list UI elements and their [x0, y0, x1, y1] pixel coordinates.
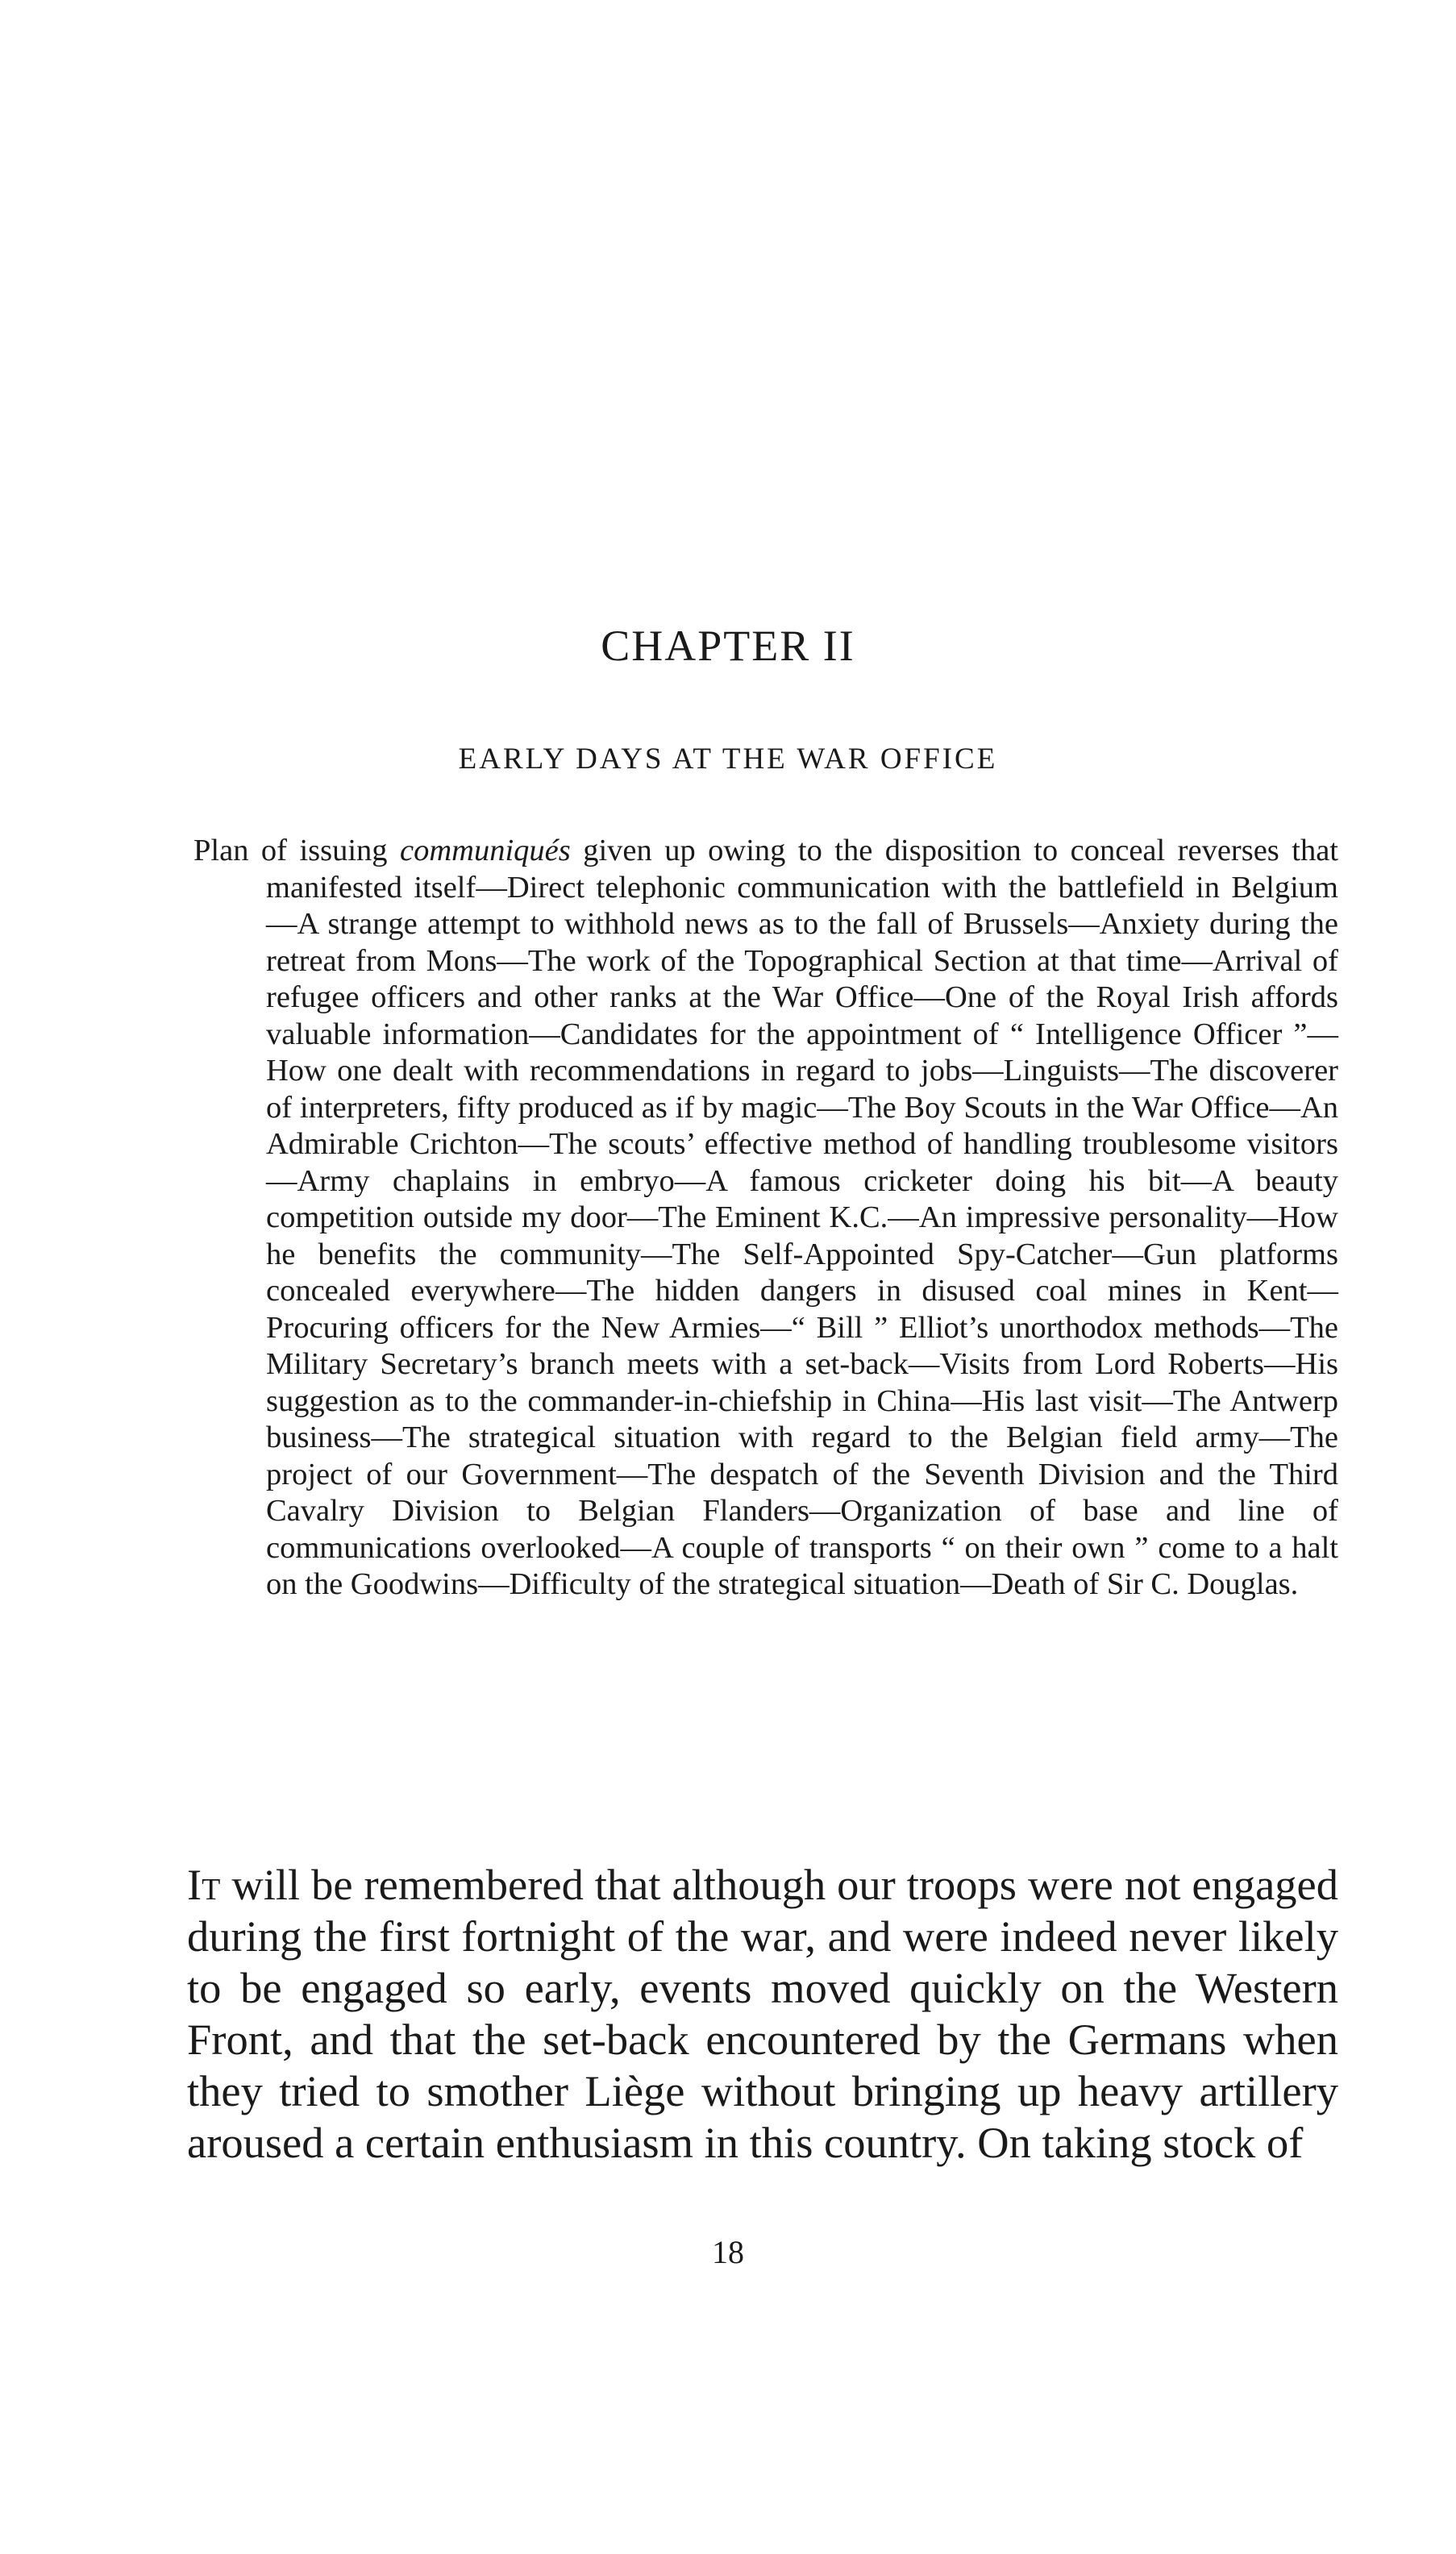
body-paragraph-text: will be remembered that although our troops were not engaged during the first fortnight of the war, and were indeed never likely to be engaged so early, events moved quickly on the Western Front, and that the set-back encountered by the Germans when they tried to smother Liège without bringing up heavy artillery aroused a certain enthusiasm in this country. On taking stock of [187, 1860, 1338, 2167]
synopsis-lead: Plan of issuing [193, 834, 401, 867]
chapter-title: EARLY DAYS AT THE WAR OFFICE [458, 742, 998, 776]
page-number: 18 [712, 2234, 744, 2270]
synopsis-italic-term: communiqués [400, 834, 571, 867]
chapter-synopsis [193, 833, 1338, 1604]
body-first-word: It [187, 1860, 221, 1909]
synopsis-rest: given up owing to the disposition to conceal reverses that manifested itself—Direct telephonic communication with the battlefield in Belgium—A strange attempt to withhold news as to the fall of Brussels—Anxiety during the retreat from Mons—The work of the Topographical Section at that time—Arrival of refugee officers and other ranks at the War Office—One of the Royal Irish affords valuable information—Candidates for the appointment of “ Intelligence Officer ”—How one dealt with recommendations in regard to jobs—Linguists—The discoverer of interpreters, fifty produced as if by magic—The Boy Scouts in the War Office—An Admirable Crichton—The scouts’ effective method of handling troublesome visitors—Army chaplains in embryo—A famous cricketer doing his bit—A beauty competition outside my door—The Eminent K.C.—An impressive personality—How he benefits the community—The Self-Appointed Spy-Catcher—Gun platforms concealed everywhere—The hidden dangers in disused coal mines in Kent—Procuring officers for the New Armies—“ Bill ” Elliot’s unorthodox methods—The Military Secretary’s branch meets with a set-back—Visits from Lord Roberts—His suggestion as to the commander-in-chiefship in China—His last visit—The Antwerp business—The strategical situation with regard to the Belgian field army—The project of our Government—The despatch of the Seventh Division and the Third Cavalry Division to Belgian Flanders—Organization of base and line of communications overlooked—A couple of transports “ on their own ” come to a halt on the Goodwins—Difficulty of the strategical situation—Death of Sir C. Douglas. [266, 834, 1338, 1601]
chapter-number: CHAPTER II [601, 622, 855, 670]
body-paragraph [187, 1859, 1338, 2169]
